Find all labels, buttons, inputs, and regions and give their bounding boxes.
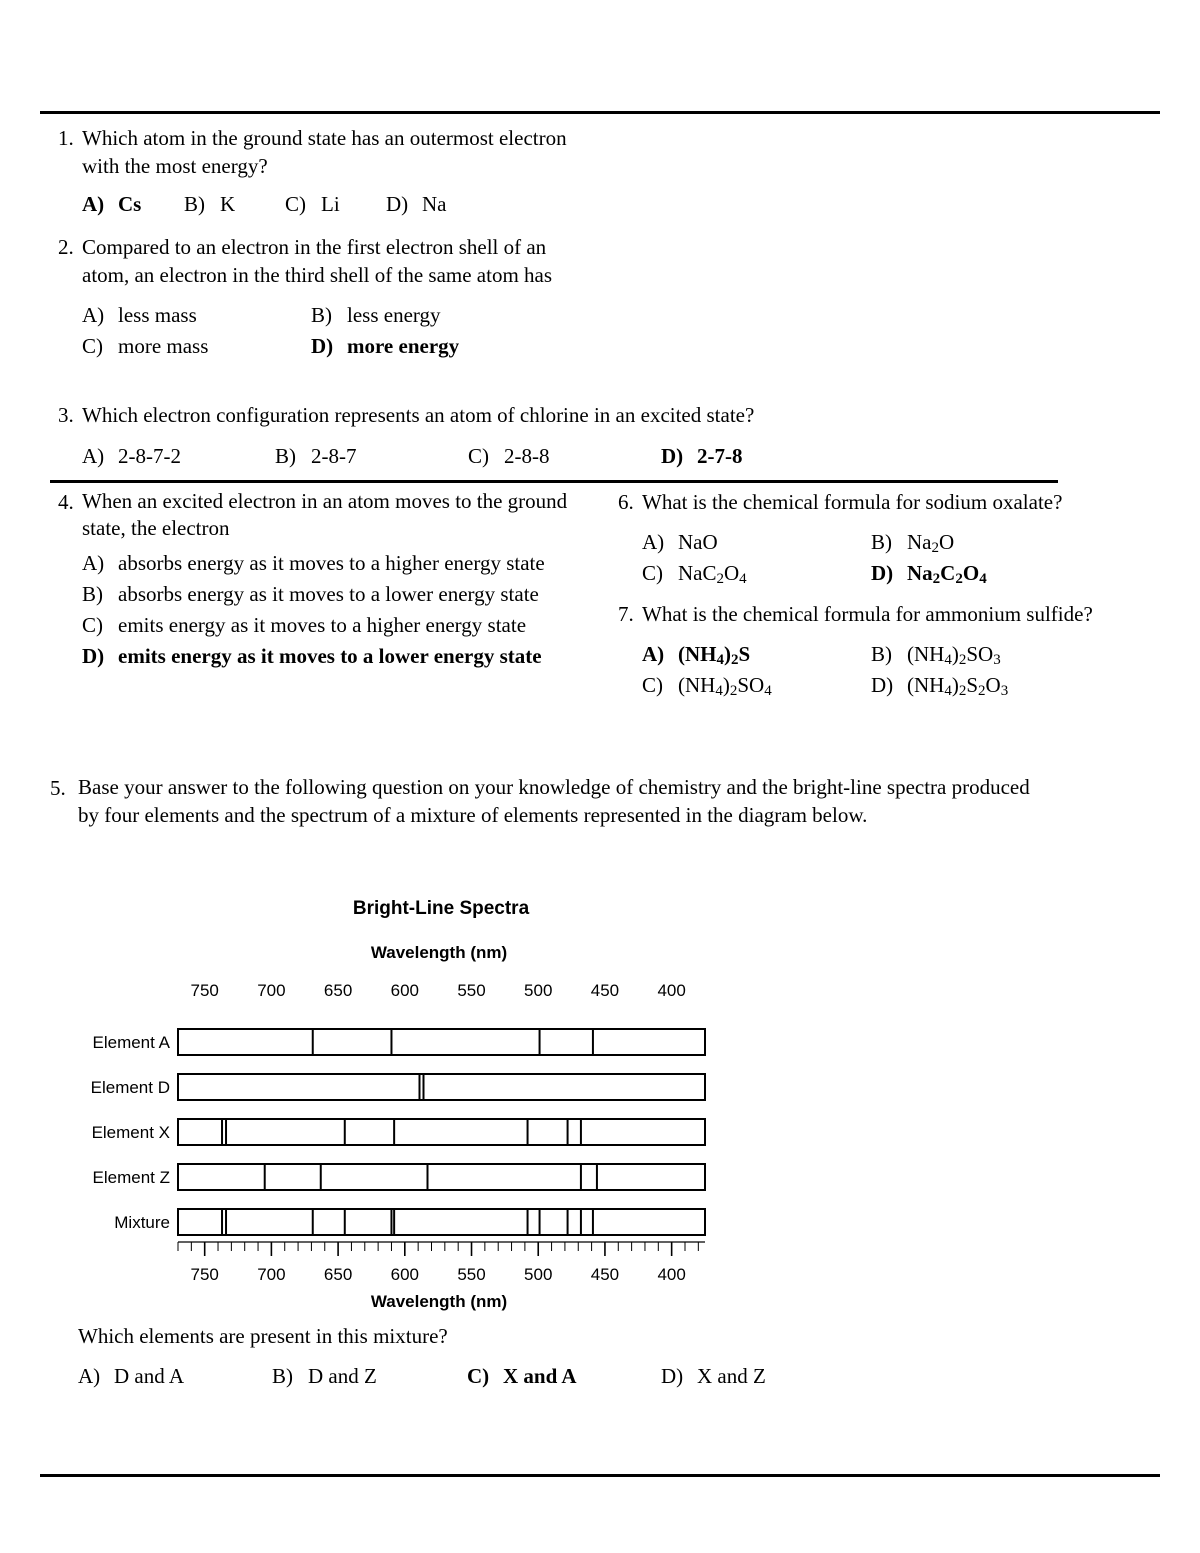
tick-label: 700 [257, 1265, 286, 1284]
q1-option-c[interactable]: C) Li [285, 192, 340, 216]
row-label: Element Z [92, 1168, 170, 1187]
question-text: What is the chemical formula for ammonium sulfide? [642, 602, 1093, 626]
question-number: 4. [58, 490, 74, 514]
question-number: 3. [58, 403, 74, 427]
spectrum-row [93, 1029, 706, 1055]
q2-option-b[interactable]: B) less energy [311, 303, 441, 327]
chemical-formula: $Na_2C_2O_4$ [907, 561, 987, 587]
question-7 [618, 600, 1188, 702]
bottom-axis [178, 1242, 705, 1284]
q1-option-b[interactable]: B) K [184, 192, 236, 216]
q2-option-a[interactable]: A) less mass [82, 303, 197, 327]
section-rule [50, 480, 1058, 483]
spectrum-band [178, 1074, 705, 1100]
question-6 [618, 488, 1178, 590]
q3-option-a[interactable]: A) 2-8-7-2 [82, 444, 181, 468]
q3-option-b[interactable]: B) 2-8-7 [275, 444, 357, 468]
q7-option-b[interactable]: B) $(NH_4)_2SO_3$ [871, 642, 1001, 668]
chemical-formula: $(NH_4)_2SO_3$ [907, 642, 1001, 668]
q4-option-d[interactable]: D) emits energy as it moves to a lower energy state [82, 644, 542, 668]
tick-label: 650 [323, 1265, 353, 1284]
q1-option-a[interactable]: A) Cs [82, 192, 142, 216]
q7-option-d[interactable]: D) $(NH_4)_2S_2O_3$ [871, 673, 1009, 699]
question-1 [58, 124, 578, 221]
chemical-formula: $(NH_4)_2S_2O_3$ [907, 673, 1009, 699]
question-text: When an excited electron in an atom moves to the ground state, the electron [82, 489, 568, 540]
tick-label: 400 [657, 981, 686, 1000]
q6-option-b[interactable]: B) $Na_2O$ [871, 530, 955, 556]
tick-label: 600 [390, 981, 419, 1000]
chart-title: Bright-Line Spectra [352, 898, 530, 919]
q6-option-d[interactable]: D) $Na_2C_2O_4$ [871, 561, 987, 587]
q5-option-c[interactable]: C) X and A [467, 1364, 577, 1388]
bottom-rule [40, 1474, 1160, 1477]
q7-option-a[interactable]: A) $(NH_4)_2S$ [642, 642, 751, 668]
q2-option-c[interactable]: C) more mass [82, 334, 209, 358]
question-text: Base your answer to the following question on your knowledge of chemistry and the bright-line spectra produced by four elements and the spectrum of a mixture of elements represented in the diagram below. [78, 775, 1030, 827]
row-label: Mixture [114, 1213, 170, 1232]
chemical-formula: $Na_2O$ [907, 530, 955, 556]
tick-label: 400 [657, 1265, 686, 1284]
spectrum-rows [91, 1029, 705, 1235]
q6-option-a[interactable]: A) NaO [642, 530, 718, 554]
q5-option-b[interactable]: B) D and Z [272, 1364, 377, 1388]
bright-line-spectra-chart [0, 890, 720, 1320]
spectrum-row [92, 1119, 705, 1145]
q2-option-d[interactable]: D) more energy [311, 334, 460, 358]
chemical-formula: $(NH_4)_2SO_4$ [678, 673, 772, 699]
q1-option-d[interactable]: D) Na [386, 192, 447, 216]
spectrum-row [93, 1164, 705, 1190]
question-5-prompt [78, 1322, 978, 1393]
question-number: 2. [58, 235, 74, 259]
q7-option-c[interactable]: C) $(NH_4)_2SO_4$ [642, 673, 772, 699]
q4-option-c[interactable]: C) emits energy as it moves to a higher energy state [82, 613, 527, 637]
top-axis-label: Wavelength (nm) [370, 943, 508, 962]
question-text: Which electron configuration represents an atom of chlorine in an excited state? [82, 403, 755, 427]
tick-label: 650 [323, 981, 353, 1000]
row-label: Element A [92, 1033, 170, 1052]
spectrum-band [178, 1119, 705, 1145]
spectrum-row [114, 1209, 705, 1235]
spectrum-band [178, 1164, 705, 1190]
tick-label: 450 [590, 981, 620, 1000]
tick-label: 750 [190, 981, 219, 1000]
question-text: Which atom in the ground state has an outermost electron with the most energy? [82, 126, 567, 178]
question-number: 1. [58, 126, 74, 150]
question-number: 6. [618, 490, 634, 514]
tick-label: 550 [457, 1265, 486, 1284]
spectrum-band [178, 1029, 705, 1055]
row-label: Element X [91, 1123, 170, 1142]
chemical-formula: $NaC_2O_4$ [678, 561, 747, 587]
q3-option-d[interactable]: D) 2-7-8 [661, 444, 743, 468]
tick-label: 500 [524, 1265, 553, 1284]
chemical-formula: $(NH_4)_2S$ [678, 642, 751, 668]
q5-option-a[interactable]: A) D and A [78, 1364, 184, 1388]
tick-label: 550 [457, 981, 486, 1000]
q4-option-b[interactable]: B) absorbs energy as it moves to a lower energy state [82, 582, 539, 606]
q5-option-d[interactable]: D) X and Z [661, 1364, 766, 1388]
bottom-axis-label: Wavelength (nm) [370, 1292, 508, 1311]
tick-label: 750 [190, 1265, 219, 1284]
q3-option-c[interactable]: C) 2-8-8 [468, 444, 550, 468]
tick-label: 700 [257, 981, 286, 1000]
question-text: What is the chemical formula for sodium oxalate? [642, 490, 1063, 514]
question-2 [58, 233, 588, 363]
question-number: 5. [50, 776, 66, 800]
top-rule [40, 111, 1160, 114]
q6-option-c[interactable]: C) $NaC_2O_4$ [642, 561, 747, 587]
question-3 [58, 401, 1038, 473]
tick-label: 450 [590, 1265, 620, 1284]
chemical-formula: NaO [678, 530, 718, 554]
question-number: 7. [618, 602, 634, 626]
q4-option-a[interactable]: A) absorbs energy as it moves to a higher energy state [82, 551, 545, 575]
subquestion-text: Which elements are present in this mixture? [78, 1324, 448, 1348]
row-label: Element D [90, 1078, 170, 1097]
tick-label: 500 [524, 981, 553, 1000]
tick-label: 600 [390, 1265, 419, 1284]
question-5 [50, 774, 1050, 829]
spectrum-band [178, 1209, 705, 1235]
spectrum-row [91, 1074, 705, 1100]
question-4 [58, 488, 583, 670]
question-text: Compared to an electron in the first electron shell of an atom, an electron in the third shell of the same atom has [82, 235, 553, 287]
